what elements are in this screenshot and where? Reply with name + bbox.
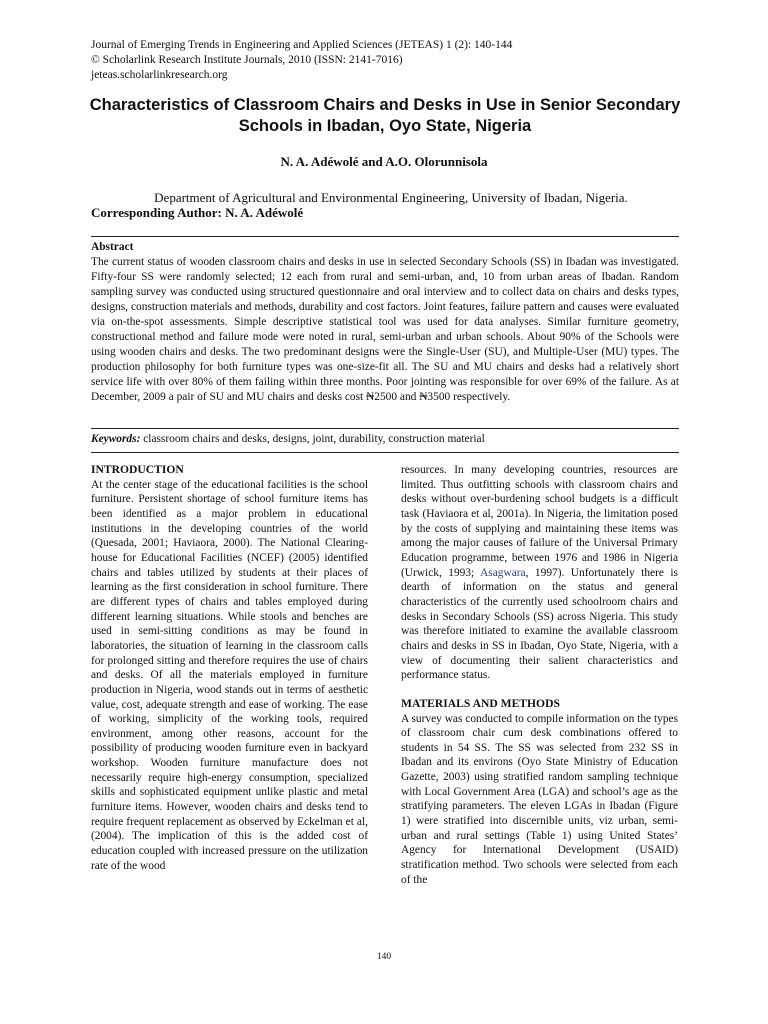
keywords-text: classroom chairs and desks, designs, joint, durability, construction material (143, 433, 485, 445)
right-column (401, 463, 678, 887)
keywords-line (91, 433, 679, 445)
introduction-continued-paragraph (401, 463, 678, 683)
methods-heading: MATERIALS AND METHODS (401, 696, 560, 710)
left-column (91, 463, 368, 873)
introduction-heading: INTRODUCTION (91, 463, 184, 476)
intro-text-part: resources. In many developing countries, resources are limited. Thus outfitting schools with classroom chairs and desks without over-burdening school budgets is a difficult task (Haviaora et al, 2001a). In Nigeria, the limitation posed by the costs of supplying and maintaining these items was among the major causes of failure of the Universal Primary Education programme, between 1976 and 1986 in Nigeria (Urwick, 1993; (401, 464, 678, 579)
abstract-block (91, 240, 679, 405)
paper-title: Characteristics of Classroom Chairs and Desks in Use in Senior Secondary Schools in Ibadan, Oyo State, Nigeria (89, 96, 681, 135)
introduction-paragraph: At the center stage of the educational facilities is the school furniture. Persistent shortage of school furniture items has been identified as a major problem in educational institutions in the developing countries of the world (Quesada, 2001; Haviaora, 2000). The National Clearing-house for Educational Facilities (NCEF) (2005) identified chairs and tables utilized by students at their places of learning as the first consideration in school furniture. There are different types of chairs and tables employed during different learning situations. While stools and benches are used in semi-sitting conditions as may be found in laboratories, the situation of learning in the classroom calls for prolonged sitting and therefore requires the use of chairs and desks. Of all the materials employed in furniture production in Nigeria, wood stands out in terms of aesthetic value, cost, adequate strength and ease of working. The ease of working, simplicity of the working tools, required environment, among other reasons, account for the possibility of producing wooden furniture even in backyard workshop. Wooden furniture manufacture does not necessarily require high-energy consumption, specialized skills and sophisticated equipment unlike plastic and metal furniture items. However, wooden chairs and desks tend to require frequent replacement as observed by Eckelman et al, (2004). The implication of this is the added cost of education coupled with increased pressure on the utilization rate of the wood (91, 478, 368, 872)
abstract-text: The current status of wooden classroom chairs and desks in use in selected Secondary Schools (SS) in Ibadan was investigated. Fifty-four SS were randomly selected; 12 each from rural and semi-urban, and, 10 from urban areas of Ibadan. Random sampling survey was conducted using structured questionnaire and oral interview and to collect data on chairs and desks types, designs, construction materials and methods, durability and cost factors. Joint features, failure pattern and causes were evaluated via on-the-spot assessments. Simple descriptive statistical tool was used for data analyses. Similar furniture geometry, constructional method and failure mode were noted in rural, semi-urban and urban schools. About 90% of the Schools were using wooden chairs and desks. The two predominant designs were the Single-User (SU), and Multiple-User (MU) types. The production philosophy for both furniture types was one-size-fit all. The SU and MU chairs and desks had a relatively short service life with over 80% of them failing within three months. Poor jointing was responsible for over 69% of the failure. As at December, 2009 a pair of SU and MU chairs and desks cost ₦2500 and ₦3500 respectively. (91, 256, 679, 403)
journal-url: jeteas.scholarlinkresearch.org (91, 69, 228, 81)
paper-authors: N. A. Adéwolé and A.O. Olorunnisola (280, 154, 488, 169)
journal-citation: Journal of Emerging Trends in Engineering and Applied Sciences (JETEAS) 1 (2): 140-144 (91, 39, 513, 51)
journal-copyright: © Scholarlink Research Institute Journals, 2010 (ISSN: 2141-7016) (91, 54, 403, 66)
page-number: 140 (376, 952, 392, 962)
intro-text-part: , 1997). Unfortunately there is dearth of information on the status and general characteristics of the currently used schoolroom chairs and desks in Secondary Schools (SS) across Nigeria. This study was therefore initiated to examine the available classroom chairs and desks in SS in Ibadan, Oyo State, Nigeria, with a view of documenting their salient characteristics and performance status. (401, 566, 678, 682)
author-affiliation: Department of Agricultural and Environmental Engineering, University of Ibadan, Nigeria. (154, 190, 628, 205)
keywords-top-rule (91, 428, 679, 429)
abstract-top-rule (91, 236, 679, 237)
journal-header (91, 38, 512, 83)
keywords-label: Keywords: (91, 433, 141, 445)
citation-link-asagwara[interactable]: Asagwara (480, 566, 526, 579)
corresponding-author: Corresponding Author: N. A. Adéwolé (91, 205, 304, 220)
methods-paragraph: A survey was conducted to compile information on the types of classroom chair cum desk combinations offered to students in 54 SS. The SS was selected from 232 SS in Ibadan and its environs (Oyo State Ministry of Education Gazette, 2003) using stratified random sampling technique with Local Government Area (LGA) and school’s age as the stratifying parameters. The eleven LGAs in Ibadan (Figure 1) were stratified into discernible units, viz urban, semi-urban and rural settings (Table 1) using United States’ Agency for International Development (USAID) stratification method. Two schools were selected from each of the (401, 712, 678, 886)
keywords-bottom-rule (91, 452, 679, 453)
abstract-heading: Abstract (91, 241, 134, 253)
